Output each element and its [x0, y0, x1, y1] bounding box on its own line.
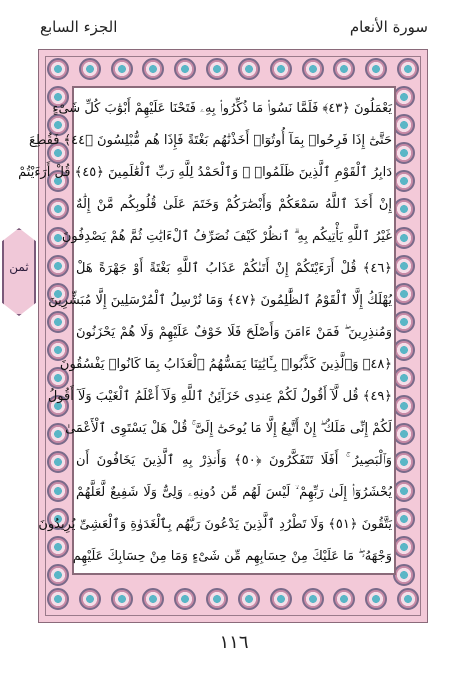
ornament-icon	[393, 198, 415, 220]
text-line: ﴿٤٦﴾ قُلْ أَرَءَيْتَكُمْ إِنْ أَتَىٰكُمْ عَذَابُ ٱللَّهِ بَغْتَةً أَوْ جَهْرَةً هَلْ	[76, 261, 392, 276]
ornament-icon	[393, 170, 415, 192]
surah-name: سورة الأنعام	[349, 18, 428, 36]
ornament-icon	[393, 564, 415, 586]
text-line: يَتَّقُونَ ﴿٥١﴾ وَلَا تَطْرُدِ ٱلَّذِينَ يَدْعُونَ رَبَّهُم بِٱلْغَدَوٰةِ وَٱلْعَشِىِّ يُرِيدُونَ	[38, 517, 392, 532]
ornament-icon	[79, 58, 101, 80]
ornament-icon	[333, 588, 355, 610]
ornament-icon	[393, 339, 415, 361]
ornament-icon	[47, 564, 69, 586]
ornament-icon	[47, 451, 69, 473]
ornament-icon	[393, 451, 415, 473]
ornament-icon	[206, 58, 228, 80]
ornament-bottom-row	[47, 588, 419, 614]
ornament-icon	[47, 588, 69, 610]
ornament-icon	[270, 58, 292, 80]
ornament-icon	[238, 58, 260, 80]
hizb-marker	[2, 228, 36, 316]
ornament-right-column	[393, 86, 419, 586]
ornament-icon	[397, 588, 419, 610]
ornament-icon	[393, 423, 415, 445]
ornament-icon	[365, 588, 387, 610]
ornament-icon	[47, 198, 69, 220]
ornament-icon	[47, 255, 69, 277]
ornament-icon	[206, 588, 228, 610]
text-line: وَٱلْبَصِيرُ ۚ أَفَلَا تَتَفَكَّرُونَ ﴿٥٠﴾ وَأَنذِرْ بِهِ ٱلَّذِينَ يَخَافُونَ أَن	[76, 453, 392, 468]
ornament-icon	[333, 58, 355, 80]
ornament-icon	[393, 536, 415, 558]
text-line: لَكُمْ إِنِّى مَلَكٌ ۖ إِنْ أَتَّبِعُ إِلَّا مَا يُوحَىٰٓ إِلَىَّ ۚ قُلْ هَلْ يَسْتَوِى ٱلْأَعْمَىٰ	[65, 421, 392, 436]
text-line: ﴿٤٨﴾ وَٱلَّذِينَ كَذَّبُوا۟ بِـَٔايَٰتِنَا يَمَسُّهُمُ ٱلْعَذَابُ بِمَا كَانُوا۟ يَفْسُقُونَ	[59, 357, 392, 372]
ornament-icon	[393, 508, 415, 530]
ornament-icon	[47, 58, 69, 80]
ornament-icon	[393, 86, 415, 108]
ornament-icon	[270, 588, 292, 610]
text-line: دَابِرُ ٱلْقَوْمِ ٱلَّذِينَ ظَلَمُوا۟ ۚ وَٱلْحَمْدُ لِلَّهِ رَبِّ ٱلْعَٰلَمِينَ ﴿٤٥﴾ قُلْ أَرَءَيْتُمْ	[18, 165, 392, 180]
ornament-icon	[142, 588, 164, 610]
text-line: وَمُنذِرِينَ ۖ فَمَنْ ءَامَنَ وَأَصْلَحَ فَلَا خَوْفٌ عَلَيْهِمْ وَلَا هُمْ يَحْزَنُونَ	[76, 325, 392, 340]
ornament-icon	[393, 114, 415, 136]
ornament-icon	[174, 58, 196, 80]
ornament-icon	[397, 58, 419, 80]
ornament-icon	[302, 588, 324, 610]
ornament-icon	[393, 480, 415, 502]
ornament-icon	[174, 588, 196, 610]
ornament-icon	[393, 367, 415, 389]
ornament-icon	[393, 255, 415, 277]
hizb-marker-label: ثمن	[9, 260, 29, 274]
ornament-icon	[79, 588, 101, 610]
juz-name: الجزء السابع	[40, 18, 118, 36]
ornament-icon	[111, 58, 133, 80]
text-line: ﴿٤٩﴾ قُل لَّآ أَقُولُ لَكُمْ عِندِى خَزَآئِنُ ٱللَّهِ وَلَآ أَعْلَمُ ٱلْغَيْبَ وَلَآ أَقُولُ	[47, 389, 392, 404]
page-header	[0, 6, 468, 46]
text-line: إِنْ أَخَذَ ٱللَّهُ سَمْعَكُمْ وَأَبْصَٰرَكُمْ وَخَتَمَ عَلَىٰ قُلُوبِكُم مَّنْ إِلَٰهٌ	[76, 197, 392, 212]
text-line: وَجْهَهُۥ ۖ مَا عَلَيْكَ مِنْ حِسَابِهِم مِّن شَىْءٍ وَمَا مِنْ حِسَابِكَ عَلَيْهِم	[72, 549, 392, 564]
ornament-icon	[47, 480, 69, 502]
ornament-icon	[393, 395, 415, 417]
text-line: غَيْرُ ٱللَّهِ يَأْتِيكُم بِهِ ۗ ٱنظُرْ كَيْفَ نُصَرِّفُ ٱلْءَايَٰتِ ثُمَّ هُمْ يَصْدِفُونَ	[61, 229, 392, 244]
ornament-icon	[142, 58, 164, 80]
ornament-icon	[393, 283, 415, 305]
text-line: يَعْمَلُونَ ﴿٤٣﴾ فَلَمَّا نَسُوا۟ مَا ذُكِّرُوا۟ بِهِۦ فَتَحْنَا عَلَيْهِمْ أَبْوَٰبَ كُلِّ شَىْءٍ	[52, 101, 392, 116]
ornament-icon	[111, 588, 133, 610]
ornament-icon	[393, 227, 415, 249]
page-number: ١١٦	[219, 632, 249, 653]
ornament-icon	[365, 58, 387, 80]
text-line: حَتَّىٰٓ إِذَا فَرِحُوا۟ بِمَآ أُوتُوٓا۟ أَخَذْنَٰهُم بَغْتَةً فَإِذَا هُم مُّبْلِسُونَ ﴿٤٤﴾ فَقُطِعَ	[29, 133, 392, 148]
ornament-top-row	[47, 58, 419, 84]
ornament-icon	[393, 142, 415, 164]
text-line: يُهْلَكُ إِلَّا ٱلْقَوْمُ ٱلظَّٰلِمُونَ ﴿٤٧﴾ وَمَا نُرْسِلُ ٱلْمُرْسَلِينَ إِلَّا مُبَشِّرِينَ	[48, 293, 392, 308]
ornament-icon	[393, 311, 415, 333]
text-line: يُحْشَرُوٓا۟ إِلَىٰ رَبِّهِمْ ۙ لَيْسَ لَهُم مِّن دُونِهِۦ وَلِىٌّ وَلَا شَفِيعٌ لَّعَلَّهُمْ	[76, 485, 392, 500]
ornament-icon	[238, 588, 260, 610]
ornament-icon	[302, 58, 324, 80]
